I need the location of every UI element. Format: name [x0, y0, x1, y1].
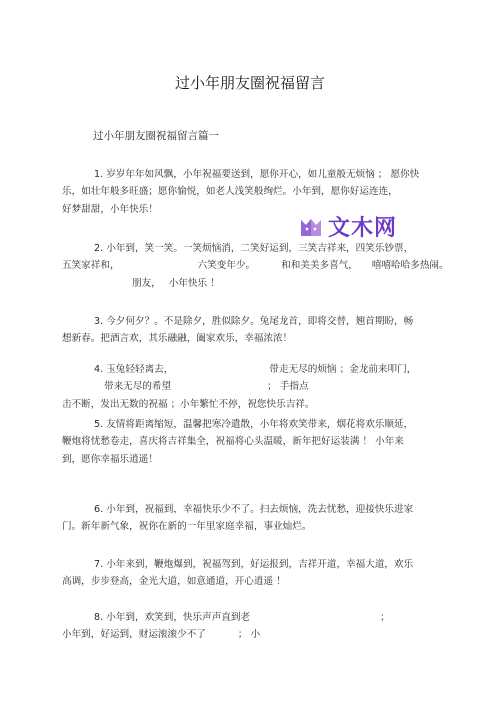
paragraph-2: [62, 240, 449, 292]
paragraph-line: 6. 小年到，祝福到，幸福快乐少不了。扫去烦恼，洗去忧愁，迎接快乐进家: [94, 504, 414, 515]
paragraph-line: 到，愿你幸福乐逍遥！: [62, 453, 158, 465]
paragraph-segment: 8. 小年到，欢笑到，快乐声声直到老: [94, 612, 251, 623]
paragraph-line: 1. 岁岁年年如风飘，小年祝福要送到，愿你开心，如儿童般无烦恼 ； 愿你快: [94, 169, 420, 180]
paragraph-7: [62, 556, 422, 591]
paragraph-segment: 六笑变年少。: [197, 260, 256, 272]
paragraph-line: 5. 友情将距离缩短，温馨把寒冷遣散，小年将欢笑带来，烟花将欢乐顺延，: [94, 419, 414, 430]
paragraph-segment: ； 小: [237, 629, 261, 641]
paragraph-line: [62, 361, 422, 378]
paragraph-line: 高调，步步登高，金光大道，如意通道，开心逍遥 ！: [62, 576, 286, 588]
paragraph-line: [62, 275, 422, 292]
paragraph-segment: 朋友，: [132, 277, 161, 289]
paragraph-segment: ； 手指点: [267, 381, 309, 393]
paragraph-segment: 带走无尽的烦恼 ；金龙前来叩门，: [269, 364, 417, 375]
paragraph-line: [62, 378, 422, 395]
paragraph-line: 门。新年新气象，祝你在新的一年里家庭幸福，事业灿烂。: [62, 521, 312, 533]
paragraph-line: 3. 今夕何夕？。不是除夕，胜似除夕。兔尾龙首，即将交替，翘首期盼，畅: [94, 316, 414, 327]
paragraph-8: [62, 609, 422, 644]
paragraph-line: [62, 257, 449, 274]
paragraph-segment: 五笑家祥和，: [62, 260, 120, 272]
paragraph-6: [62, 501, 422, 536]
paragraph-line: 好梦甜甜，小年快乐！: [62, 203, 158, 215]
site-watermark: [298, 210, 398, 242]
paragraph-segment: 4. 玉兔轻轻离去，: [94, 364, 174, 375]
paragraph-segment: ；: [380, 612, 390, 623]
paragraph-segment: 小年快乐 ！: [168, 277, 220, 289]
document-subtitle: 过小年朋友圈祝福留言篇一: [93, 130, 219, 142]
paragraph-line: [62, 626, 422, 643]
paragraph-5: [62, 416, 422, 468]
paragraph-4: [62, 361, 422, 413]
paragraph-3: [62, 313, 422, 348]
paragraph-line: 击不断，发出无数的祝福 ；小年繁忙不停，祝您快乐吉祥。: [62, 398, 315, 410]
paragraph-line: [62, 609, 422, 626]
document-title: 过小年朋友圈祝福留言: [174, 74, 325, 92]
paragraph-segment: 带来无尽的希望: [104, 381, 172, 393]
paragraph-line: 7. 小年来到，鞭炮爆到，祝福驾到，好运报到，吉祥开道，幸福大道，欢乐: [94, 559, 414, 570]
paragraph-line: 2. 小年到，笑一笑。一笑烦恼消，二笑好运到，三笑吉祥来，四笑乐钞票，: [94, 243, 414, 254]
paragraph-line: 想新春。把酒言欢，其乐融融，阖家欢乐，幸福浓浓！: [62, 333, 293, 345]
paragraph-segment: 嘻嘻哈哈多热闹。: [371, 260, 449, 272]
paragraph-line: 乐，如壮年般多旺盛；愿你愉悦，如老人浅笑般绚烂。小年到，愿你好运连连，: [62, 186, 398, 198]
watermark-text: 文木网: [328, 216, 398, 241]
cat-logo-icon: [298, 214, 324, 238]
paragraph-line: 鞭炮将忧愁卷走，喜庆将吉祥集全，祝福将心头温暖，新年把好运装满 ！ 小年来: [62, 436, 404, 448]
paragraph-segment: 和和美美多喜气，: [281, 260, 358, 272]
paragraph-segment: 小年到，好运到，财运滚滚少不了: [62, 629, 206, 641]
